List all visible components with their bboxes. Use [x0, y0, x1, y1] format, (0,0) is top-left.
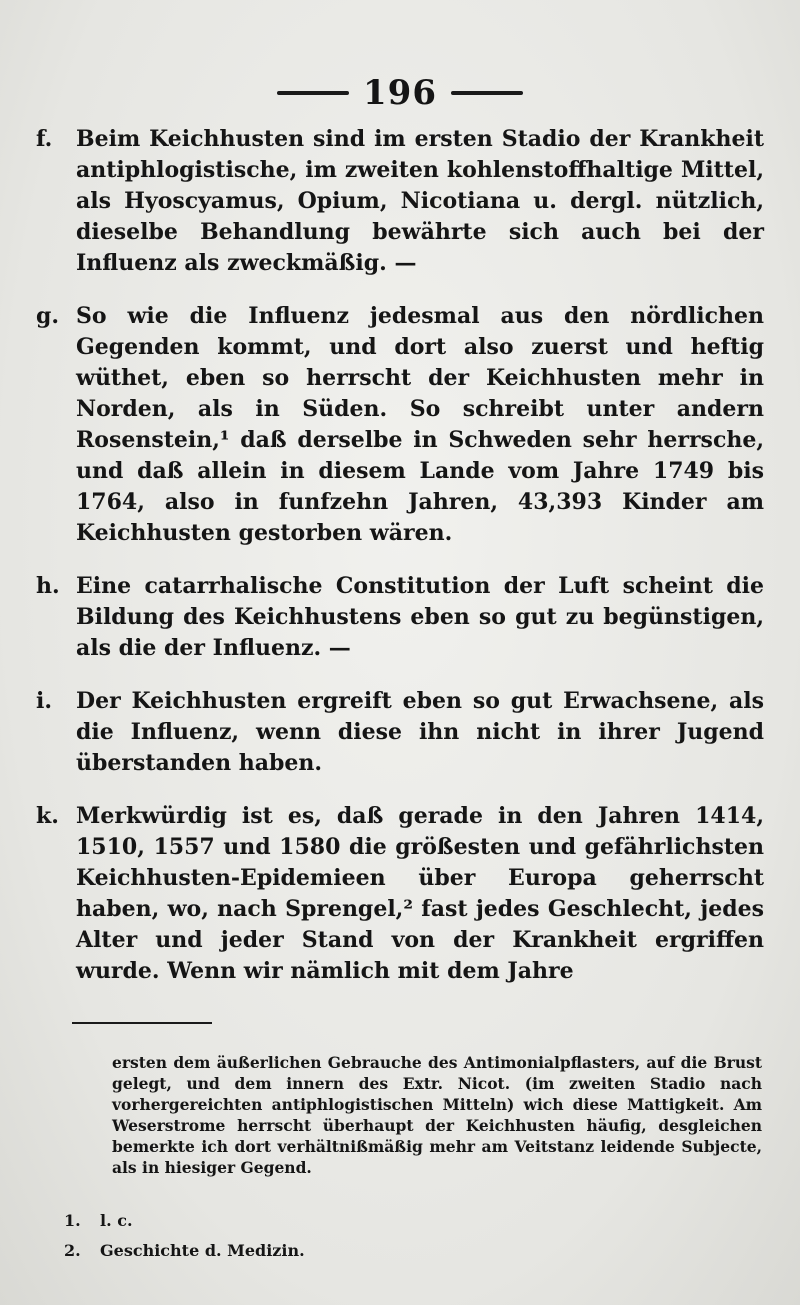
footnote-text: Geschichte d. Medizin. [100, 1241, 305, 1260]
header-rule-left [277, 91, 349, 95]
page-number: 196 [363, 73, 437, 113]
footnote-text: l. c. [100, 1211, 133, 1230]
item-paragraph: So wie die Influenz jedesmal aus den nördlichen Gegenden kommt, und dort also zuerst und heftig wüthet, eben so herrscht der Keichhusten mehr in Norden, als in Süden. So schreibt unter andern Rosenstein,¹ daß derselbe in Schweden sehr herrsche, und daß allein in diesem Lande vom Jahre 1749 bis 1764, also in funfzehn Jahren, 43,393 Kinder am Keichhusten gestorben wären. [76, 303, 764, 546]
list-item [36, 801, 764, 987]
list-item [36, 686, 764, 779]
footnote-number: 2. [64, 1241, 81, 1260]
item-letter: i. [36, 688, 53, 714]
item-letter: g. [36, 303, 60, 329]
item-paragraph: Merkwürdig ist es, daß gerade in den Jahren 1414, 1510, 1557 und 1580 die größesten und gefährlichsten Keichhusten-Epidemieen über Europa geherrscht haben, wo, nach Sprengel,² fast jedes Geschlecht, jedes Alter und jeder Stand von der Krankheit ergriffen wurde. Wenn wir nämlich mit dem Jahre [76, 803, 764, 984]
footnote-number: 1. [64, 1211, 81, 1230]
item-paragraph: Der Keichhusten ergreift eben so gut Erwachsene, als die Influenz, wenn diese ihn nicht in ihrer Jugend überstanden haben. [76, 688, 764, 776]
main-text [36, 124, 764, 1009]
list-item [36, 124, 764, 279]
item-letter: h. [36, 573, 60, 599]
item-paragraph: Beim Keichhusten sind im ersten Stadio der Krankheit antiphlogistische, im zweiten kohlenstoffhaltige Mittel, als Hyoscyamus, Opium, Nicotiana u. dergl. nützlich, dieselbe Behandlung bewährte sich auch bei der Influenz als zweckmäßig. — [76, 126, 764, 276]
item-letter: k. [36, 803, 59, 829]
footnote-continuation: ersten dem äußerlichen Gebrauche des Antimonialpflasters, auf die Brust gelegt, und dem innern des Extr. Nicot. (im zweiten Stadio nach vorhergereichten antiphlogistischen Mitteln) wich diese Mattigkeit. Am Weserstrome herrscht überhaupt der Keichhusten häufig, desgleichen bemerkte ich dort verhältnißmäßig mehr am Veitstanz leidende Subjecte, als in hiesiger Gegend. [112, 1053, 762, 1177]
item-letter: f. [36, 126, 53, 152]
footnotes [64, 1206, 764, 1266]
header-rule-right [451, 91, 523, 95]
footnote-separator [72, 1022, 212, 1024]
page-header [0, 70, 800, 116]
item-paragraph: Eine catarrhalische Constitution der Luft scheint die Bildung des Keichhustens eben so gut zu begünstigen, als die der Influenz. — [76, 573, 764, 661]
list-item [36, 301, 764, 549]
footnote [64, 1206, 764, 1236]
footnote [64, 1236, 764, 1266]
list-item [36, 571, 764, 664]
